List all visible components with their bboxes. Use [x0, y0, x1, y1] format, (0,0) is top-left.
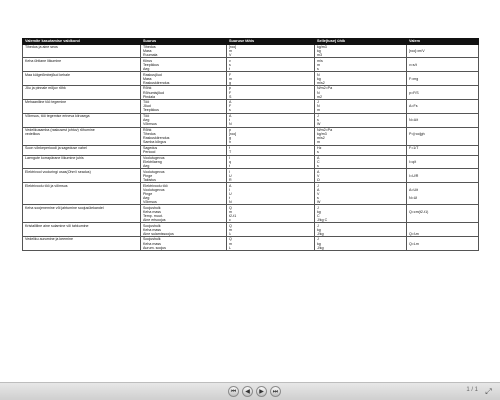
header-suurus: Suurus [141, 39, 227, 45]
cell-line: Pinge [143, 191, 153, 196]
cell-uhik [315, 169, 407, 183]
cell-line: Keha soojenemine või jahtumine soojusülekandel [25, 205, 104, 210]
cell-suurus [141, 113, 227, 127]
cell-line: N [317, 90, 320, 95]
cell-line: A [317, 187, 320, 192]
cell-line: N/m2=Pa [317, 128, 333, 133]
cell-line: Elektrivool vooluringi osas(Ohm'i seadus) [25, 169, 91, 174]
cell-uhik [315, 155, 407, 169]
cell-line: kg/m3 [317, 44, 327, 49]
table-row [23, 183, 479, 205]
cell-line: s [317, 66, 319, 71]
cell-line: Vedelikusamba (raskusest johtuv) rõhumine [25, 128, 95, 133]
cell-line [409, 178, 476, 182]
cell-line [409, 218, 476, 222]
cell-uhik [315, 44, 407, 58]
cell-line: Q=Lm [409, 241, 419, 246]
cell-valem [407, 169, 479, 183]
cell-line: Pindala [143, 94, 155, 99]
cell-line: Keha mass [143, 227, 161, 232]
cell-tahis [227, 155, 315, 169]
cell-line: Aeg [143, 118, 150, 123]
cell-line: A=Fs [409, 104, 418, 109]
cell-uhik [315, 113, 407, 127]
cell-line: t [229, 163, 230, 168]
cell-line: N/m2=Pa [317, 86, 333, 91]
cell-line: I [229, 169, 230, 174]
cell-uhik [315, 145, 407, 155]
cell-line: Mass [143, 48, 152, 53]
cell-line: J/kg [317, 245, 324, 250]
cell-line [409, 164, 476, 168]
cell-line: I [229, 155, 230, 160]
cell-suurus [141, 205, 227, 223]
cell-line: p [229, 86, 231, 91]
cell-line: m/s2 [317, 136, 325, 141]
cell-line: Tihedus [143, 44, 156, 49]
cell-line: A [317, 155, 320, 160]
table-row [23, 113, 479, 127]
header-uhik: Selle(tuse) ühik [315, 39, 407, 45]
cell-line: Rõhk [143, 128, 152, 133]
cell-line: N [229, 122, 232, 127]
table-row [23, 58, 479, 72]
cell-line: q [229, 159, 231, 164]
table-row [23, 169, 479, 183]
cell-desc [23, 86, 141, 100]
cell-desc [23, 169, 141, 183]
cell-line: J [317, 100, 319, 105]
cell-line: N [317, 104, 320, 109]
cell-valem [407, 86, 479, 100]
cell-line: J [317, 183, 319, 188]
cell-line: t2-t1 [229, 213, 237, 218]
cell-line: U [229, 191, 232, 196]
cell-line: s [317, 118, 319, 123]
cell-line: S [229, 94, 232, 99]
cell-valem [407, 223, 479, 237]
cell-line: F=mg [409, 76, 419, 81]
cell-line: F [229, 90, 232, 95]
cell-line: Töö [143, 100, 150, 105]
cell-suurus [141, 183, 227, 205]
cell-line: Q [229, 223, 232, 228]
cell-line: s [229, 108, 231, 113]
cell-line: Samba kõrgus [143, 140, 167, 145]
cell-line: t [229, 66, 230, 71]
table-row [23, 223, 479, 237]
cell-suurus [141, 155, 227, 169]
page-counter: 1 / 1 [466, 387, 478, 393]
cell-line: kg [317, 48, 321, 53]
cell-line: m [229, 209, 232, 214]
cell-line: Tihedus [143, 132, 156, 137]
cell-line: Periood [143, 150, 156, 155]
cell-line: Aeg [143, 66, 150, 71]
cell-line: m2 [317, 94, 322, 99]
document-page [22, 38, 478, 300]
cell-valem [407, 205, 479, 223]
cell-line [409, 95, 476, 99]
cell-line: m [229, 241, 232, 246]
fullscreen-icon[interactable]: ⤢ [485, 386, 492, 396]
cell-line: Q=cm(t2-t1) [409, 209, 429, 214]
cell-line: g [229, 80, 231, 85]
cell-line: V [317, 191, 320, 196]
cell-suurus [141, 145, 227, 155]
cell-uhik [315, 127, 407, 145]
cell-line: J [317, 223, 319, 228]
cell-line: s [317, 150, 319, 155]
cell-uhik [315, 205, 407, 223]
cell-line: Aeg [143, 195, 150, 200]
cell-desc [23, 145, 141, 155]
table-row [23, 127, 479, 145]
cell-suurus [141, 58, 227, 72]
cell-line: [roo] [229, 44, 237, 49]
cell-line: Q=λm [409, 231, 419, 236]
cell-desc [23, 58, 141, 72]
cell-suurus [141, 44, 227, 58]
cell-line: N [229, 199, 232, 204]
cell-desc [23, 237, 141, 251]
table-row [23, 86, 479, 100]
cell-line: Raskuskiirendus [143, 80, 170, 85]
cell-line: Soojushulk [143, 205, 161, 210]
cell-uhik [315, 58, 407, 72]
cell-tahis [227, 145, 315, 155]
cell-valem [407, 44, 479, 58]
cell-line: V [229, 52, 232, 57]
cell-line [409, 140, 476, 144]
cell-line: Soojushulk [143, 237, 161, 242]
table-row [23, 155, 479, 169]
cell-line: J [317, 237, 319, 242]
cell-line: I [229, 187, 230, 192]
cell-line: kg [317, 227, 321, 232]
cell-suurus [141, 100, 227, 114]
cell-line: A [229, 114, 232, 119]
cell-line: Elektrilaeng [143, 159, 162, 164]
cell-line: N=A/t [409, 118, 419, 123]
cell-line: A [317, 169, 320, 174]
cell-line: Keha mass [143, 209, 161, 214]
cell-tahis [227, 72, 315, 86]
cell-line: Ruumala [143, 52, 158, 57]
table-row [23, 72, 479, 86]
cell-desc [23, 72, 141, 86]
cell-line: m/s2 [317, 80, 325, 85]
cell-desc [23, 223, 141, 237]
cell-line: Mass [143, 76, 152, 81]
cell-desc [23, 100, 141, 114]
cell-uhik [315, 86, 407, 100]
cell-line: Võimsus, töö tegemise erineva kiirusega [25, 114, 90, 119]
cell-line: Laengute korrapärane liikumine juhis [25, 155, 84, 160]
cell-desc [23, 183, 141, 205]
cell-desc [23, 205, 141, 223]
cell-tahis [227, 86, 315, 100]
table-row [23, 44, 479, 58]
first-page-button[interactable]: ⏮ [228, 386, 239, 397]
cell-desc [23, 44, 141, 58]
cell-line: kg/m3 [317, 132, 327, 137]
cell-tahis [227, 100, 315, 114]
formula-table [22, 38, 479, 251]
cell-line [409, 150, 476, 154]
cell-tahis [227, 169, 315, 183]
cell-valem [407, 237, 479, 251]
cell-line: v [229, 58, 231, 63]
cell-line: Raskuskiirendus [143, 136, 170, 141]
cell-line: L [229, 245, 231, 250]
cell-line: I=U/R [409, 173, 419, 178]
cell-line: F [229, 72, 232, 77]
cell-line: g [229, 136, 231, 141]
cell-line: Jõud [143, 104, 151, 109]
cell-tahis [227, 237, 315, 251]
cell-line: h [229, 140, 231, 145]
cell-line [409, 81, 476, 85]
cell-valem [407, 155, 479, 169]
header-tahis: Suuruse tähis [227, 39, 315, 45]
cell-line: Jõu ja pinnale mõjuv rõhk [25, 86, 66, 91]
cell-line: Voolutugevus [143, 187, 165, 192]
cell-line: [roo]=m/V [409, 48, 425, 53]
cell-line: T [229, 150, 232, 155]
cell-line: F [229, 104, 232, 109]
cell-line: vedelikus [25, 132, 40, 137]
cell-line: Soojushulk [143, 223, 161, 228]
cell-line: W [317, 199, 321, 204]
cell-uhik [315, 183, 407, 205]
cell-line: f [229, 146, 230, 151]
cell-valem [407, 72, 479, 86]
cell-line: Voolutugevus [143, 155, 165, 160]
cell-line: t [229, 195, 230, 200]
cell-line: m [317, 140, 320, 145]
cell-line [409, 67, 476, 71]
cell-line: kg [317, 241, 321, 246]
cell-line: W [317, 122, 321, 127]
cell-line: Teepikkus [143, 108, 159, 113]
table-row [23, 100, 479, 114]
cell-line: Aurum. soojus [143, 245, 166, 250]
table-row [23, 145, 479, 155]
cell-desc [23, 127, 141, 145]
cell-desc [23, 113, 141, 127]
cell-line: m [317, 108, 320, 113]
cell-line: Raskusjõud [143, 72, 162, 77]
cell-uhik [315, 72, 407, 86]
cell-line: Keha ühtlane liikumine [25, 58, 62, 63]
cell-line: Teepikkus [143, 62, 159, 67]
cell-line: N [317, 72, 320, 77]
cell-line: Sagedus [143, 146, 158, 151]
cell-line: s [317, 163, 319, 168]
cell-line: Rõhk [143, 86, 152, 91]
cell-tahis [227, 183, 315, 205]
last-page-button[interactable]: ⏭ [270, 386, 281, 397]
cell-suurus [141, 72, 227, 86]
cell-line: kg [317, 209, 321, 214]
cell-line: Keha mass [143, 241, 161, 246]
cell-line: Maa külgetõmbejõud kehale [25, 72, 70, 77]
cell-line: J [317, 205, 319, 210]
page-navigation [228, 386, 281, 398]
cell-tahis [227, 205, 315, 223]
cell-line: m/s [317, 58, 323, 63]
cell-uhik [315, 100, 407, 114]
cell-line: Aine sulamissoojus [143, 231, 174, 236]
cell-line: m [229, 48, 232, 53]
cell-line: Pinge [143, 173, 153, 178]
cell-line [409, 53, 476, 57]
cell-line: Q [229, 205, 232, 210]
cell-line: p [229, 128, 231, 133]
cell-line: s [229, 62, 231, 67]
table-row [23, 205, 479, 223]
cell-line: m [229, 76, 232, 81]
viewer-toolbar [0, 382, 500, 400]
cell-line: Hz [317, 146, 322, 151]
table-row [23, 237, 479, 251]
cell-valem [407, 113, 479, 127]
cell-line: Rõhumisjõud [143, 90, 164, 95]
cell-line [409, 246, 476, 250]
cell-line: m [229, 227, 232, 232]
cell-line: Kiirus [143, 58, 152, 63]
cell-line: t [229, 118, 230, 123]
cell-valem [407, 145, 479, 155]
cell-suurus [141, 127, 227, 145]
cell-line: Q [229, 237, 232, 242]
cell-line: Aeg [143, 163, 150, 168]
cell-tahis [227, 223, 315, 237]
cell-line: Takistus [143, 177, 156, 182]
cell-valem [407, 127, 479, 145]
cell-line: c [229, 217, 231, 222]
cell-tahis [227, 44, 315, 58]
cell-line: Aine erisoojus [143, 217, 166, 222]
cell-line: p=F/S [409, 90, 419, 95]
cell-line: V [317, 173, 320, 178]
cell-line: Võimsus [143, 122, 157, 127]
cell-line: Ω [317, 177, 320, 182]
cell-line: λ [229, 231, 231, 236]
cell-suurus [141, 169, 227, 183]
header-valem: Valem [407, 39, 479, 45]
cell-valem [407, 183, 479, 205]
cell-line: A [229, 183, 232, 188]
cell-tahis [227, 58, 315, 72]
cell-suurus [141, 223, 227, 237]
cell-valem [407, 100, 479, 114]
cell-line: Temp. muut. [143, 213, 163, 218]
cell-line: v=s/t [409, 62, 417, 67]
previous-page-button[interactable]: ◀ [242, 386, 253, 397]
cell-line: Elektrivoolu töö ja võimsus [25, 183, 68, 188]
cell-line: Tihedus ja aine seos [25, 44, 58, 49]
cell-line: I=q/t [409, 159, 417, 164]
cell-line: A [229, 100, 232, 105]
cell-uhik [315, 237, 407, 251]
cell-line: F=1/T [409, 146, 419, 151]
cell-line: C [317, 213, 320, 218]
cell-line: J/kg [317, 231, 324, 236]
cell-suurus [141, 237, 227, 251]
cell-tahis [227, 113, 315, 127]
cell-line: A=Uit [409, 187, 418, 192]
cell-line: Voolutugevus [143, 169, 165, 174]
cell-line: R [229, 177, 232, 182]
cell-line: m3 [317, 52, 322, 57]
cell-line: P=[roo]gh [409, 132, 425, 137]
cell-line: Kristalliline aine sulamine või tahkumine [25, 223, 89, 228]
cell-line: Mehaaniline töö tegemine [25, 100, 67, 105]
cell-line: Töö [143, 114, 150, 119]
next-page-button[interactable]: ▶ [256, 386, 267, 397]
cell-line: [roo] [229, 132, 237, 137]
cell-line: s [317, 195, 319, 200]
cell-line: m [317, 62, 320, 67]
cell-line: J [317, 114, 319, 119]
cell-desc [23, 155, 141, 169]
cell-line: Vedeliku aurumine ja keemine [25, 237, 73, 242]
cell-suurus [141, 86, 227, 100]
cell-valem [407, 58, 479, 72]
cell-uhik [315, 223, 407, 237]
cell-tahis [227, 127, 315, 145]
cell-line [409, 200, 476, 204]
cell-line: N=UI [409, 195, 418, 200]
cell-line: J/kg C [317, 217, 328, 222]
cell-line: kg [317, 76, 321, 81]
header-valdkond: Valemite kasutamise valdkond [23, 39, 141, 45]
cell-line: Soon võnkeperioodi ja sageduse vahel [25, 146, 87, 151]
cell-line: U [229, 173, 232, 178]
cell-line [409, 122, 476, 126]
cell-line [409, 108, 476, 112]
cell-line: Elektrivoolu töö [143, 183, 168, 188]
cell-line: Võimsus [143, 199, 157, 204]
cell-line: C [317, 159, 320, 164]
